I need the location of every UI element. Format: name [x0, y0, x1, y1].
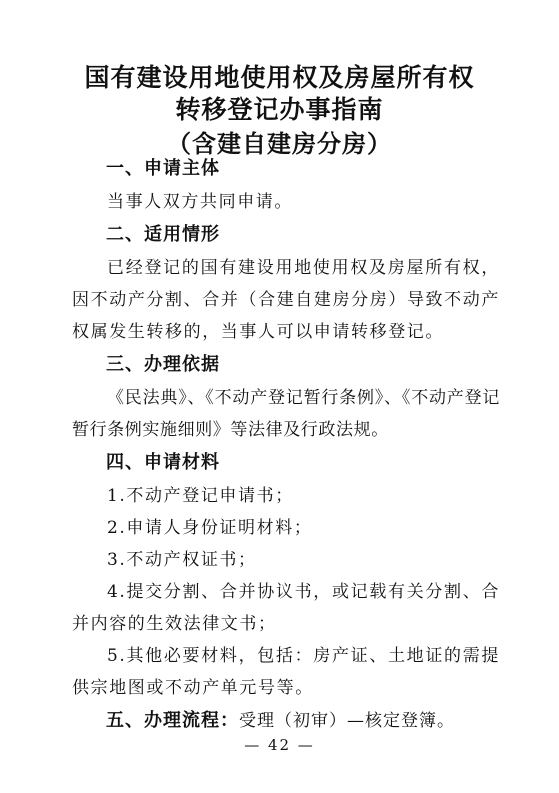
materials-item-5: 5.其他必要材料，包括：房产证、土地证的需提供宗地图或不动产单元号等。 [72, 646, 500, 698]
title-line-1: 国有建设用地使用权及房屋所有权 [84, 63, 475, 92]
section-text-basis: 《民法典》、《不动产登记暂行条例》、《不动产登记暂行条例实施细则》等法律及行政法规。 [72, 388, 500, 440]
section-heading-process: 五、办理流程： [106, 710, 239, 731]
materials-item-2: 2.申请人身份证明材料； [107, 518, 313, 538]
section-text-applicant: 当事人双方共同申请。 [107, 192, 293, 212]
section-heading-basis: 三、办理依据 [106, 354, 220, 375]
section-heading-applicant: 一、申请主体 [106, 158, 220, 179]
section-heading-materials: 四、申请材料 [106, 452, 220, 473]
document-title [0, 62, 559, 160]
page-number: — 42 — [244, 736, 315, 754]
title-line-2: 转移登记办事指南 [175, 95, 384, 124]
section-process [72, 704, 500, 738]
section-heading-scope: 二、适用情形 [106, 224, 220, 245]
materials-list [72, 480, 500, 704]
document-body [72, 152, 500, 738]
materials-item-4: 4.提交分割、合并协议书，或记载有关分割、合并内容的生效法律文书； [72, 582, 500, 634]
materials-item-3: 3.不动产权证书； [107, 550, 257, 570]
title-line-3: （含建自建房分房） [167, 129, 392, 158]
section-text-process: 受理（初审）—核定登簿。 [239, 711, 455, 731]
materials-item-1: 1.不动产登记申请书； [107, 486, 294, 506]
section-text-scope: 已经登记的国有建设用地使用权及房屋所有权，因不动产分割、合并（合建自建房分房）导致不动产权属发生转移的，当事人可以申请转移登记。 [72, 258, 500, 342]
